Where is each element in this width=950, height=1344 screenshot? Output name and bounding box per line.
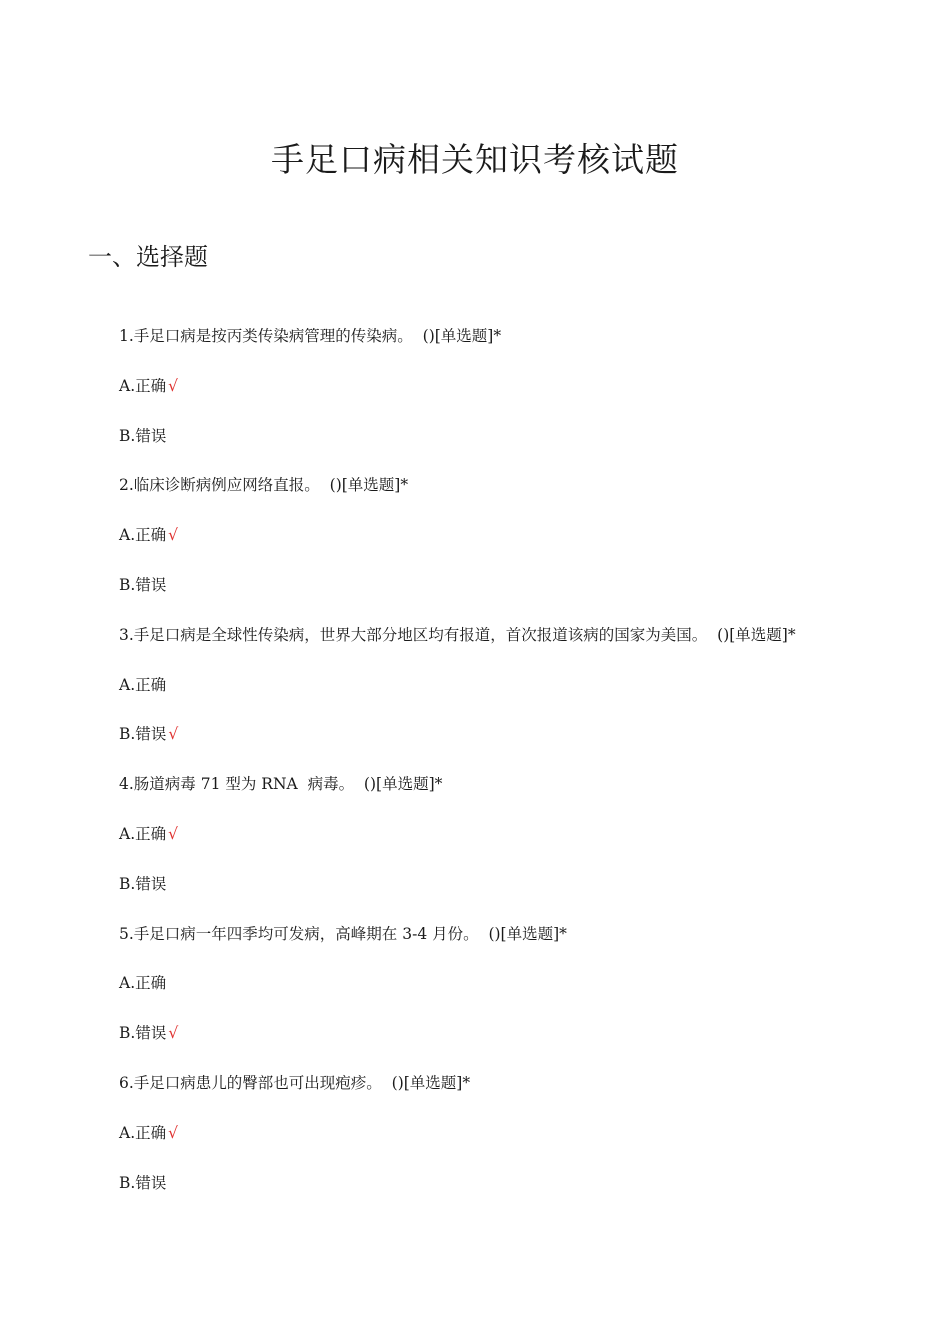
correct-check-icon: √	[168, 1123, 179, 1142]
correct-check-icon: √	[168, 526, 179, 545]
correct-check-icon: √	[168, 1024, 179, 1043]
option-b[interactable]	[119, 720, 919, 770]
option-label: B.错误	[119, 426, 167, 445]
question-text: 5.手足口病一年四季均可发病，高峰期在 3-4 月份。 ()[单选题]*	[119, 924, 567, 943]
option-b[interactable]	[119, 870, 919, 920]
section-heading: 一、选择题	[88, 243, 208, 271]
correct-check-icon: √	[168, 725, 179, 744]
question-text: 6.手足口病患儿的臀部也可出现疱疹。 ()[单选题]*	[119, 1073, 471, 1092]
option-label: B.错误	[119, 725, 167, 744]
correct-check-icon: √	[168, 376, 179, 395]
option-a[interactable]	[119, 372, 919, 422]
option-label: A.正确	[119, 675, 167, 694]
option-label: B.错误	[119, 575, 167, 594]
question-list	[119, 322, 919, 1218]
option-b[interactable]	[119, 1019, 919, 1069]
question-text: 1.手足口病是按丙类传染病管理的传染病。 ()[单选题]*	[119, 327, 502, 345]
question-text: 2.临床诊断病例应网络直报。 ()[单选题]*	[119, 476, 409, 495]
question-6	[119, 1069, 919, 1218]
question-1	[119, 322, 919, 471]
question-text: 4.肠道病毒 71 型为 RNA 病毒。 ()[单选题]*	[119, 775, 443, 794]
option-label: B.错误	[119, 874, 167, 893]
option-a[interactable]	[119, 820, 919, 870]
option-label: A.正确	[119, 1123, 167, 1142]
question-4	[119, 770, 919, 919]
option-label: B.错误	[119, 1024, 167, 1043]
option-b[interactable]	[119, 1169, 919, 1219]
question-2	[119, 471, 919, 620]
option-b[interactable]	[119, 422, 919, 472]
option-label: A.正确	[119, 526, 167, 545]
option-a[interactable]	[119, 1119, 919, 1169]
question-3	[119, 621, 919, 770]
option-label: B.错误	[119, 1173, 167, 1192]
correct-check-icon: √	[168, 824, 179, 843]
option-b[interactable]	[119, 571, 919, 621]
question-5	[119, 920, 919, 1069]
option-label: A.正确	[119, 376, 167, 395]
option-a[interactable]	[119, 969, 919, 1019]
option-a[interactable]	[119, 521, 919, 571]
option-label: A.正确	[119, 974, 167, 993]
option-label: A.正确	[119, 824, 167, 843]
page-title: 手足口病相关知识考核试题	[271, 140, 679, 179]
option-a[interactable]	[119, 671, 919, 721]
question-text: 3.手足口病是全球性传染病，世界大部分地区均有报道，首次报道该病的国家为美国。 ()[单选题]*	[119, 625, 796, 644]
